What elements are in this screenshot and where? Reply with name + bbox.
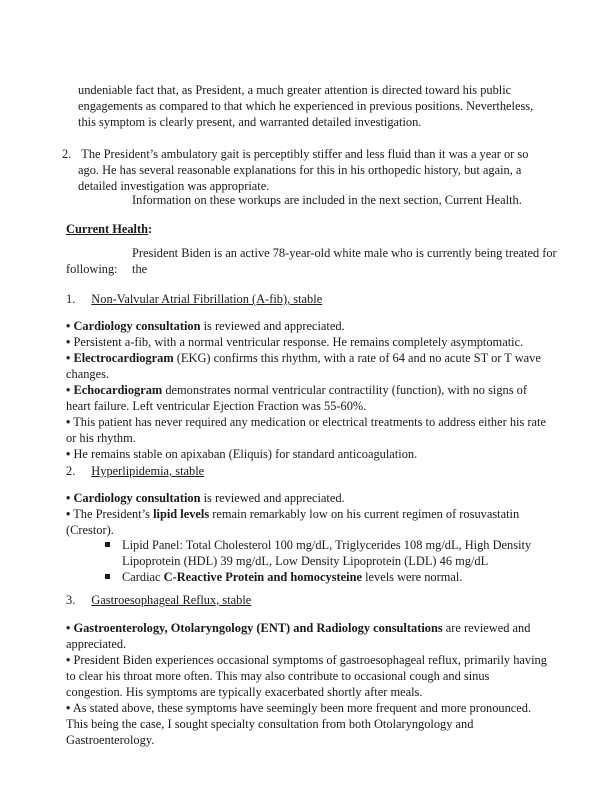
bullet-item-cont: Gastroenterology. <box>66 733 155 747</box>
bullet-item: • Cardiology consultation is reviewed and appreciated. <box>66 491 345 505</box>
square-bullet-icon <box>105 542 110 547</box>
bullet-item-cont: heart failure. Left ventricular Ejection Fraction was 55-60%. <box>66 399 367 413</box>
bullet-item-cont: or his rhythm. <box>66 431 136 445</box>
section-number: 3. <box>66 593 76 607</box>
section-2-subbullets <box>105 537 565 585</box>
bullet-item: • As stated above, these symptoms have seemingly been more frequent and more pronounced. <box>66 701 532 715</box>
bullet-item-cont: appreciated. <box>66 637 127 651</box>
bullet-item: • This patient has never required any medication or electrical treatments to address either his rate <box>66 415 546 429</box>
current-health-intro: following: <box>66 262 118 276</box>
section-heading <box>66 221 566 237</box>
intro-line: this symptom is clearly present, and warranted detailed investigation. <box>78 115 422 129</box>
sub-bullet-item: Lipid Panel: Total Cholesterol 100 mg/dL, Triglycerides 108 mg/dL, High Density <box>105 537 565 553</box>
section-2-title <box>66 463 566 479</box>
item-line: ago. He has several reasonable explanations for this in his orthopedic history, but again, a <box>78 163 522 177</box>
bullet-item: • Echocardiogram demonstrates normal ventricular contractility (function), with no signs of <box>66 383 527 397</box>
section-title: Gastroesophageal Reflux, stable <box>91 593 252 607</box>
numbered-item-2 <box>62 146 562 162</box>
bullet-item: • Electrocardiogram (EKG) confirms this rhythm, with a rate of 64 and no acute ST or T wave <box>66 351 541 365</box>
item-line: The President’s ambulatory gait is perceptibly stiffer and less fluid than it was a year or so <box>81 147 529 161</box>
current-health-intro: President Biden is an active 78-year-old white male who is currently being treated for the <box>132 246 557 276</box>
bullet-item: • He remains stable on apixaban (Eliquis) for standard anticoagulation. <box>66 447 418 461</box>
section-number: 1. <box>66 292 76 306</box>
section-3-title <box>66 592 566 608</box>
sub-bullet-cont: Lipoprotein (HDL) 39 mg/dL, Low Density Lipoprotein (LDL) 46 mg/dL <box>122 554 489 568</box>
section-3-bullets <box>66 620 566 748</box>
section-title: Non-Valvular Atrial Fibrillation (A-fib), stable <box>91 292 323 306</box>
numbered-item-2-cont <box>78 162 578 194</box>
bullet-item: • Persistent a-fib, with a normal ventricular response. He remains completely asymptomatic. <box>66 335 524 349</box>
intro-line: engagements as compared to that which he experienced in previous positions. Nevertheless, <box>78 99 534 113</box>
intro-paragraph <box>78 82 578 130</box>
item-number: 2. <box>62 147 72 161</box>
section-title: Hyperlipidemia, stable <box>91 464 205 478</box>
intro-line: undeniable fact that, as President, a much greater attention is directed toward his public <box>78 83 512 97</box>
section-1-title <box>66 291 566 307</box>
bullet-item: • Gastroenterology, Otolaryngology (ENT) and Radiology consultations are reviewed and <box>66 621 531 635</box>
bullet-item-cont: congestion. His symptoms are typically exacerbated shortly after meals. <box>66 685 423 699</box>
item-line: detailed investigation was appropriate. <box>78 179 270 193</box>
bullet-item-cont: This being the case, I sought specialty consultation from both Otolaryngology and <box>66 717 474 731</box>
bullet-item: • President Biden experiences occasional symptoms of gastroesophageal reflux, primarily having <box>66 653 547 667</box>
sub-bullet-item: Cardiac C-Reactive Protein and homocysteine levels were normal. <box>105 569 565 585</box>
bullet-item-cont: changes. <box>66 367 110 381</box>
section-number: 2. <box>66 464 76 478</box>
bullet-item-cont: to clear his throat more often. This may also contribute to occasional cough and sinus <box>66 669 490 683</box>
bullet-item-cont: (Crestor). <box>66 523 114 537</box>
bullet-item: • Cardiology consultation is reviewed and appreciated. <box>66 319 345 333</box>
square-bullet-icon <box>105 574 110 579</box>
heading-colon: : <box>148 222 153 236</box>
section-1-bullets <box>66 318 566 462</box>
section-2-bullets <box>66 490 566 538</box>
bullet-item: • The President’s lipid levels remain remarkably low on his current regimen of rosuvastatin <box>66 507 520 521</box>
info-line: Information on these workups are included in the next section, Current Health. <box>132 193 522 207</box>
current-health-heading: Current Health <box>66 222 149 236</box>
